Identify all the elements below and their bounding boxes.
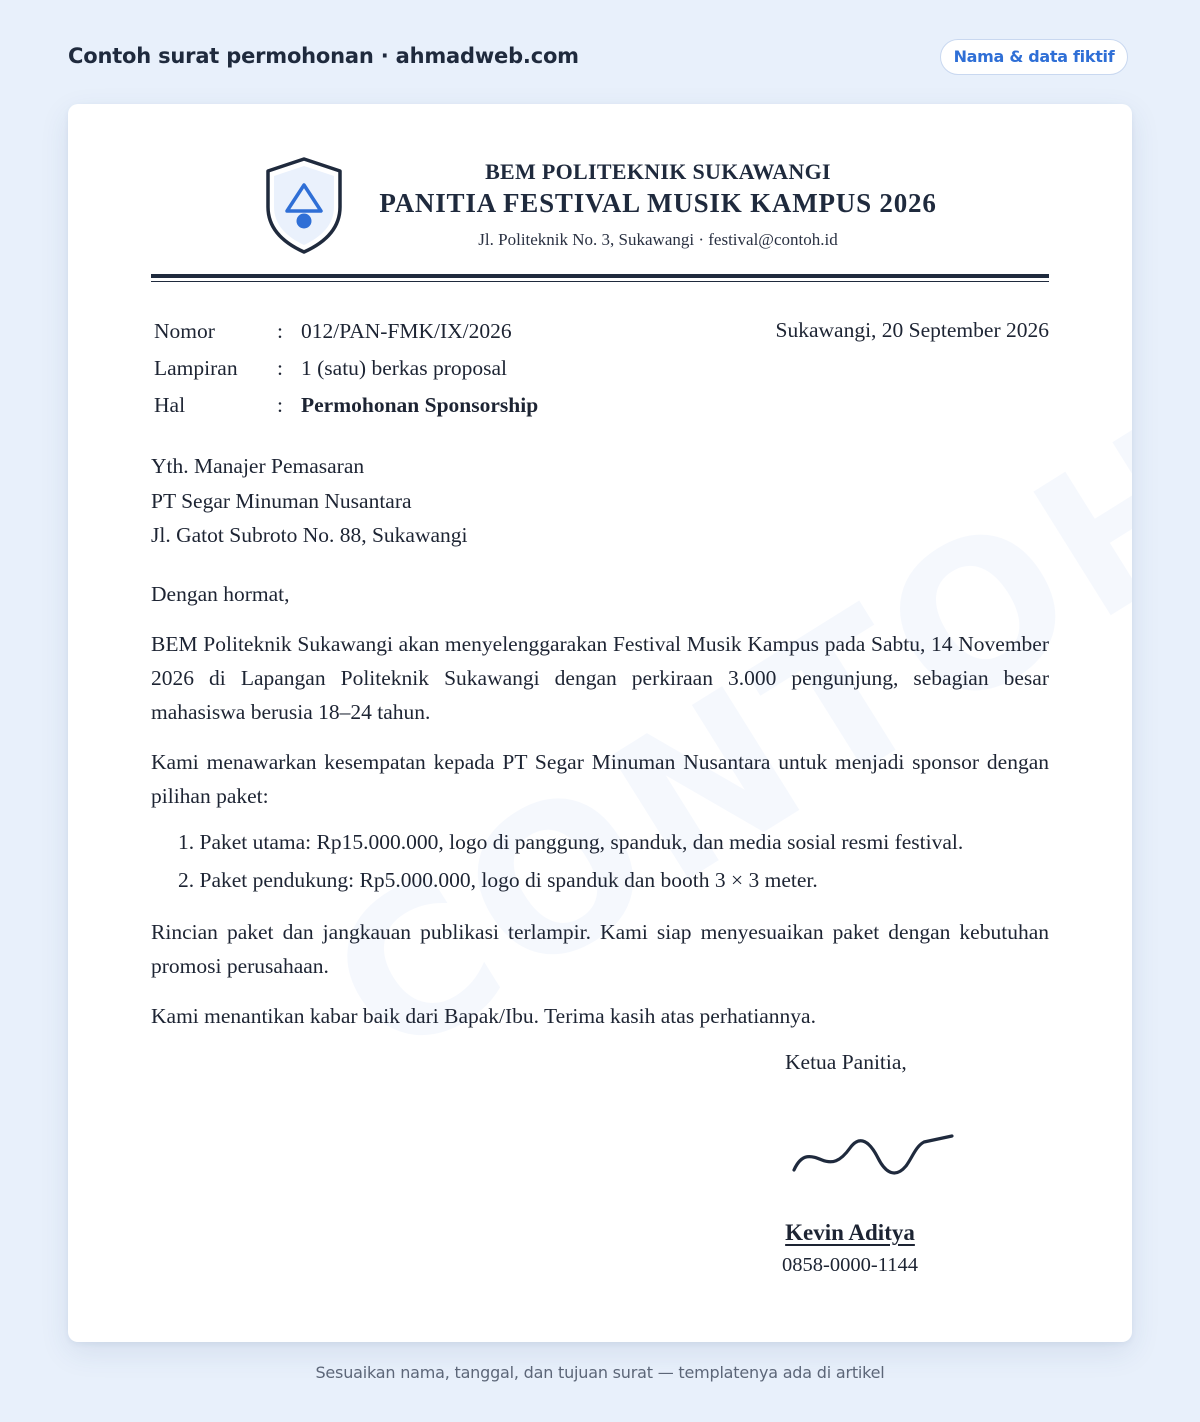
meta-label: Nomor (154, 319, 215, 343)
meta-label: Lampiran (154, 356, 238, 380)
meta-colon: : (277, 319, 283, 343)
body-paragraph: Rincian paket dan jangkauan publikasi terlampir. Kami siap menyesuaikan paket dengan kebutuhan promosi perusahaan. (151, 920, 1049, 978)
shield-emblem-icon (264, 155, 344, 255)
organization-name: BEM POLITEKNIK SUKAWANGI (485, 159, 831, 184)
package-item: 2. Paket pendukung: Rp5.000.000, logo di spanduk dan booth 3 × 3 meter. (178, 868, 818, 892)
footer-note: Sesuaikan nama, tanggal, dan tujuan surat — templatenya ada di artikel (315, 1363, 885, 1382)
recipient-line: Jl. Gatot Subroto No. 88, Sukawangi (151, 523, 468, 547)
closing-position: Ketua Panitia, (785, 1050, 907, 1074)
body-paragraph: BEM Politeknik Sukawangi akan menyelenggarakan Festival Musik Kampus pada Sabtu, 14 November 2026 di Lapangan Politeknik Sukawangi dengan perkiraan 3.000 pengunjung, sebagian besar mahasiswa berusia 18–24 tahun. (151, 632, 1049, 724)
watermark (293, 375, 1132, 1106)
recipient-line: PT Segar Minuman Nusantara (151, 489, 412, 513)
meta-colon: : (277, 393, 283, 417)
letter-date: Sukawangi, 20 September 2026 (775, 318, 1049, 342)
signature-icon (788, 1126, 958, 1181)
meta-label: Hal (154, 393, 186, 417)
signer-phone: 0858-0000-1144 (782, 1254, 918, 1276)
page-title: Contoh surat permohonan · ahmadweb.com (68, 44, 579, 68)
meta-value: 1 (satu) berkas proposal (301, 356, 507, 380)
meta-colon: : (277, 356, 283, 380)
fictional-data-badge: Nama & data fiktif (940, 39, 1128, 75)
letterhead-address: Jl. Politeknik No. 3, Sukawangi · festival@contoh.id (478, 230, 838, 249)
meta-value: 012/PAN-FMK/IX/2026 (301, 319, 512, 343)
package-item: 1. Paket utama: Rp15.000.000, logo di panggung, spanduk, dan media sosial resmi festival. (178, 830, 964, 854)
signer-name (708, 1220, 992, 1246)
recipient-line: Yth. Manajer Pemasaran (151, 454, 365, 478)
letterhead-divider-thick (151, 274, 1049, 278)
meta-value: Permohonan Sponsorship (301, 393, 539, 417)
letterhead-divider-thin (151, 281, 1049, 282)
body-paragraph: Kami menantikan kabar baik dari Bapak/Ibu. Terima kasih atas perhatiannya. (151, 1004, 816, 1028)
letter-paper (68, 104, 1132, 1342)
greeting: Dengan hormat, (151, 582, 290, 606)
signer-name-text: Kevin Aditya (785, 1220, 915, 1245)
body-paragraph: Kami menawarkan kesempatan kepada PT Segar Minuman Nusantara untuk menjadi sponsor dengan pilihan paket: (151, 750, 1049, 808)
committee-name: PANITIA FESTIVAL MUSIK KAMPUS 2026 (379, 188, 937, 218)
